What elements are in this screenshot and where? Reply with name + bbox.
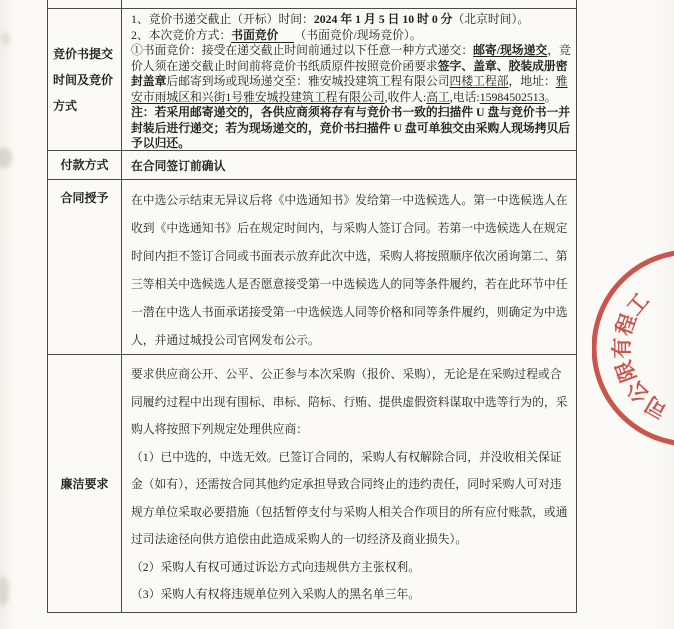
method-written-bid: 书面竞价 [231, 28, 294, 43]
row-content-integrity [122, 355, 576, 612]
row-integrity-requirements [48, 355, 576, 612]
row-label-integrity: 廉洁要求 [48, 355, 122, 612]
procurement-terms-table [47, 8, 577, 613]
delivery-requirement-prefix: ，竞价人须在递交截止时间前将竞价书纸质原件按照竞价函要求 [131, 43, 571, 73]
row-payment-method [48, 151, 576, 180]
scan-smudge [1, 32, 10, 46]
method-options: （书面竞价/现场竞价）。 [294, 27, 422, 42]
seal-char: 程 [611, 310, 641, 339]
seal-char: 限 [611, 357, 641, 386]
contact-person: 高工 [426, 89, 450, 104]
seal-char: 公 [621, 375, 654, 408]
phone-number: 15984502513 [479, 89, 545, 104]
row-content-bid-submission [122, 9, 576, 150]
signing-sealing-requirements: 签字、盖章、胶装成册密封盖章 [131, 58, 568, 88]
deadline-suffix: （北京时间）。 [452, 12, 530, 26]
phone-label: ,电话: [449, 89, 480, 104]
deadline-prefix: 1、竞价书递交截止（开标）时间： [131, 12, 314, 26]
row-label-contract-award: 合同授予 [48, 180, 122, 354]
integrity-clause-1: （1）已中选的，中选无效。已签订合同的，采购人有权解除合同，并没收相关保证金（如有），还需按合同其他约定承担导致合同终止的违约责任，同时采购人可对违规方单位采取必要措施（包括暂停支付与采购人相关合作项目的所有应付账款，或通过司法途径向供方追偿由此造成采购人的一切经济及商业损失）。 [131, 449, 568, 546]
delivery-destination: 后邮寄到场或现场递交至：雅安城投建筑工程有限公司 [166, 74, 450, 88]
company-seal [592, 248, 674, 448]
integrity-intro-paragraph: 要求供应商公开、公平、公正参与本次采购（报价、采购），无论是在采购过程或合同履约过程中出现有围标、串标、陪标、行贿、提供虚假资料谋取中选等行为的，采购人将按照下列规定处理供应商： [131, 367, 568, 436]
row-contract-award [48, 180, 576, 355]
sentence-end: 。 [544, 89, 557, 104]
row-label-bid-submission: 竞价书提交时间及竞价方式 [48, 9, 122, 150]
company-address: 雅安市雨城区和兴街1号雅安城投建筑工程有限公司 [131, 74, 568, 104]
seal-char: 工 [621, 288, 654, 321]
usb-note-paragraph: 注：若采用邮寄递交的，各供应商须将存有与竞价书一致的扫描件 U 盘与竞价书一并封装后进行递交；若为现场递交的，竞价书扫描件 U 盘可单独交由采购人现场拷贝后予以归还。 [131, 105, 571, 150]
row-content-contract-award: 在中选公示结束无异议后将《中选通知书》发给第一中选候选人。第一中选候选人在收到《中选通知书》后在规定时间内，与采购人签订合同。若第一中选候选人在规定时间内拒不签订合同或书面表示放弃此次中选，采购人将按照顺序依次函询第二、第三等相关中选候选人是否愿意接受第一中选候选人的同等条件履约，若在此环节中任一潜在中选人书面承诺接受第一中选候选人同等价格和同等条件履约，则确定为中选人，并通过城投公司官网发布公示。 [131, 193, 568, 347]
address-label: ，地址： [508, 74, 556, 88]
scan-smudge [0, 148, 12, 168]
method-line [131, 28, 572, 44]
integrity-clause-3: （3）采购人有权将违规单位列入采购人的黑名单三年。 [131, 587, 421, 601]
seal-char: 有 [610, 337, 634, 359]
scan-smudge [0, 576, 9, 606]
deadline-datetime: 2024 年 1 月 5 日 10 时 0 分 [313, 12, 453, 26]
seal-ring [594, 252, 674, 444]
delivery-methods: 邮寄/现场递交 [473, 43, 548, 57]
delivery-paragraph [131, 43, 572, 105]
row-label-payment-method: 付款方式 [48, 151, 122, 179]
office-location: 四楼工程部 [449, 74, 509, 88]
row-bid-submission [48, 9, 576, 151]
seal-char: 司 [640, 391, 672, 423]
recipient-label: ,收件人: [384, 89, 427, 104]
integrity-clause-2: （2）采购人有权可通过诉讼方式向违规供方主张权利。 [131, 559, 421, 574]
row-content-payment-method: 在合同签订前确认 [131, 158, 226, 173]
method-prefix: 2、本次竞价方式： [131, 27, 232, 42]
delivery-intro: ①书面竞价：接受在递交截止时间前通过以下任意一种方式递交： [131, 43, 474, 57]
deadline-line [131, 12, 572, 28]
